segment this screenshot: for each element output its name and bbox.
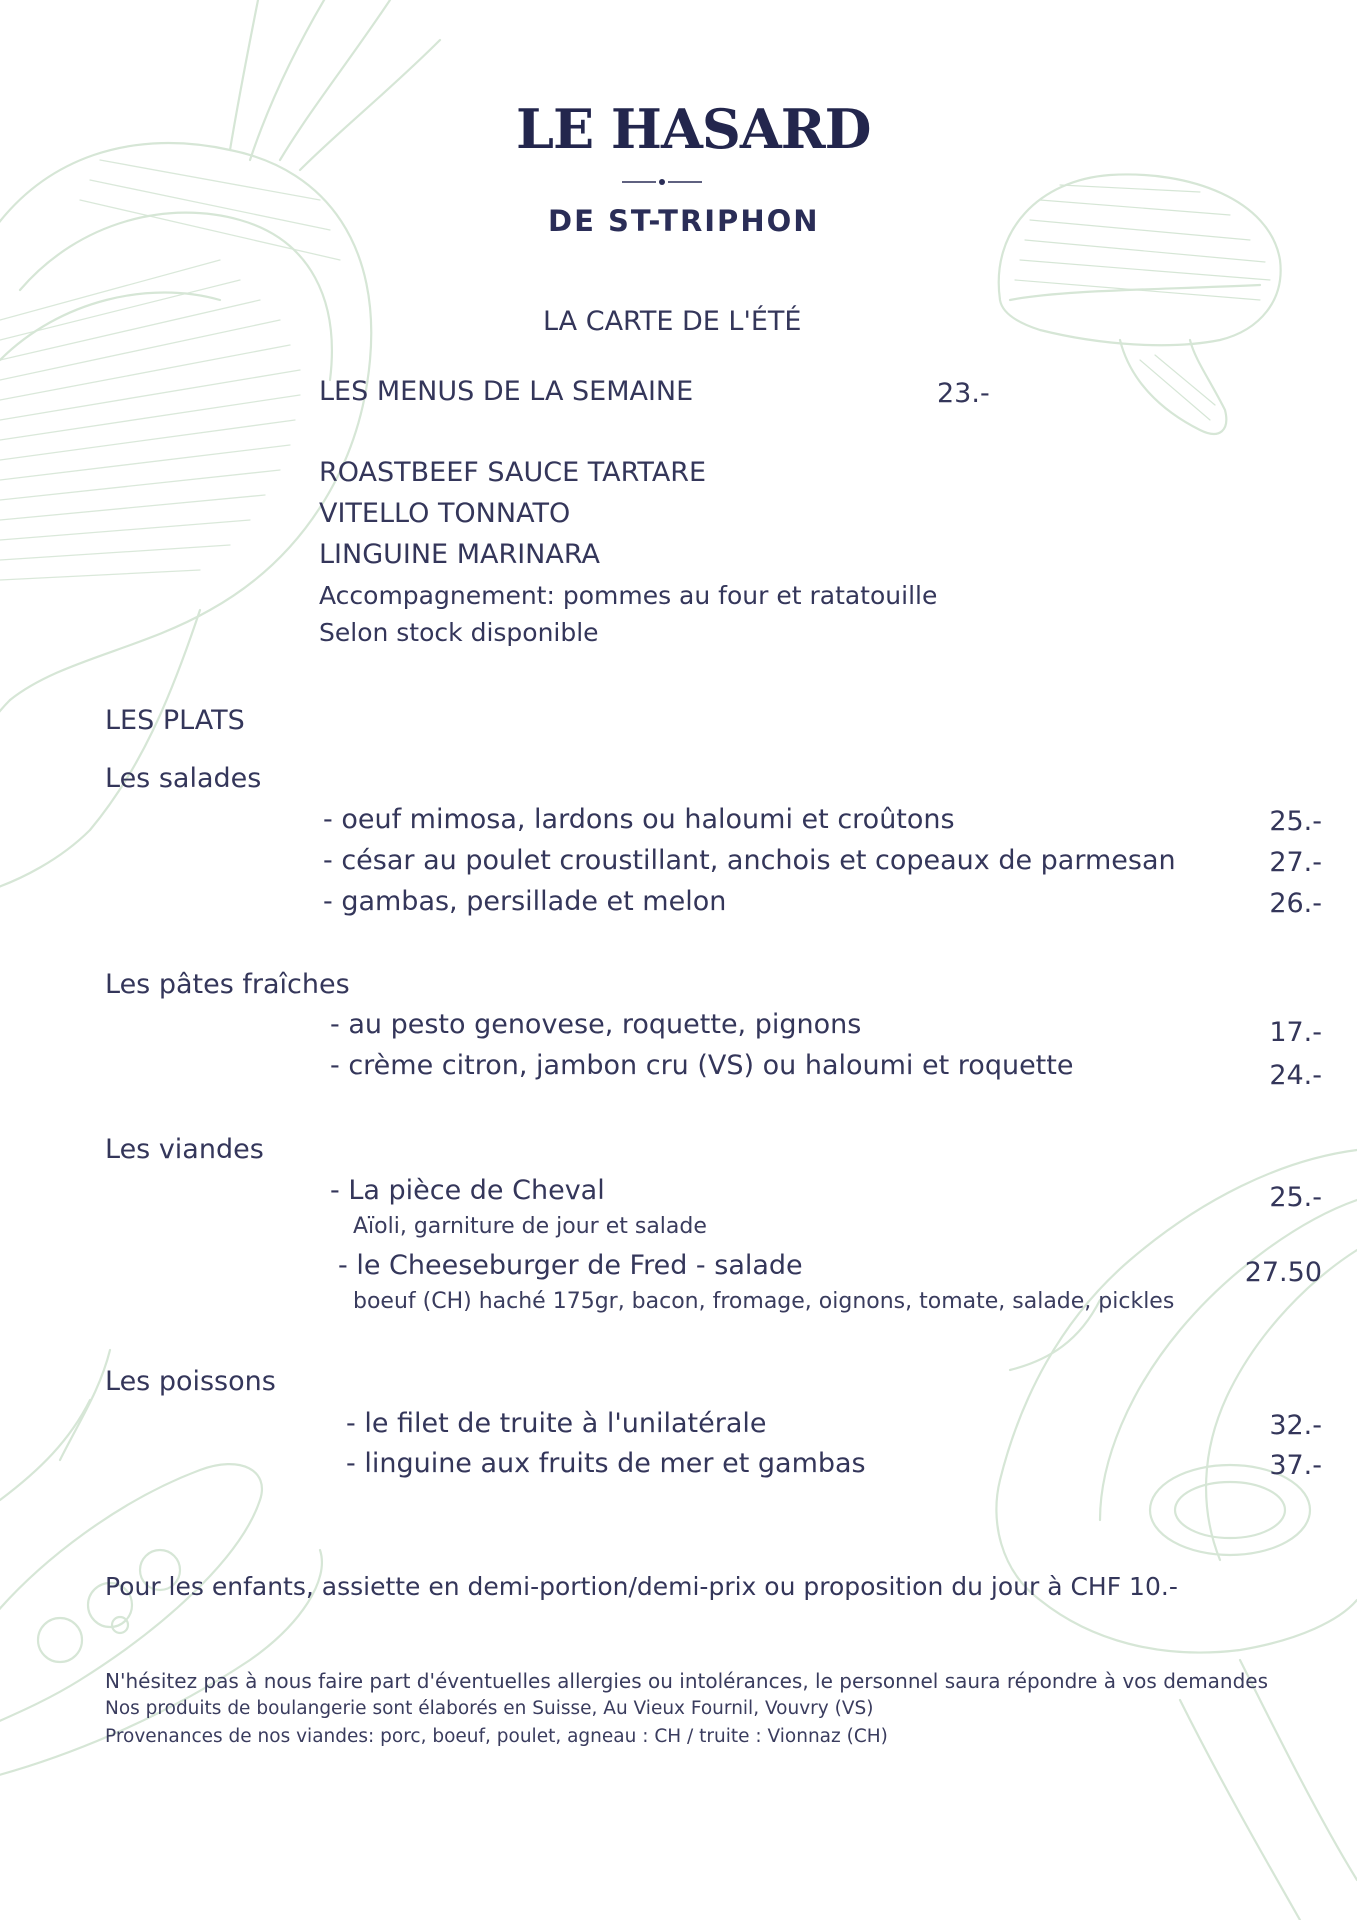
restaurant-name: LE HASARD — [516, 97, 871, 161]
weekly-item: ROASTBEEF SAUCE TARTARE — [319, 457, 707, 488]
menu-item-price: 24.- — [1269, 1060, 1322, 1091]
menu-item-name: - La pièce de Cheval — [330, 1175, 605, 1206]
card-title: LA CARTE DE L'ÉTÉ — [543, 306, 802, 337]
menu-item-detail: boeuf (CH) haché 175gr, bacon, fromage, oignons, tomate, salade, pickles — [353, 1289, 1175, 1314]
section-salades-title: Les salades — [105, 763, 262, 794]
menu-item-name: - oeuf mimosa, lardons ou haloumi et croûtons — [323, 804, 955, 835]
menu-item-price: 26.- — [1269, 888, 1322, 919]
menu-item-price: 37.- — [1269, 1450, 1322, 1481]
allergies-note: N'hésitez pas à nous faire part d'éventuelles allergies ou intolérances, le personnel saura répondre à vos demandes — [105, 1669, 1269, 1693]
menu-item-name: - au pesto genovese, roquette, pignons — [330, 1009, 862, 1040]
weekly-item: VITELLO TONNATO — [319, 498, 571, 529]
weekly-item: LINGUINE MARINARA — [319, 539, 600, 570]
menu-item-price: 32.- — [1269, 1410, 1322, 1441]
menu-item-name: - le filet de truite à l'unilatérale — [346, 1408, 767, 1439]
origins-note: Provenances de nos viandes: porc, boeuf, poulet, agneau : CH / truite : Vionnaz (CH) — [105, 1726, 888, 1747]
menu-item-name: - linguine aux fruits de mer et gambas — [346, 1448, 866, 1479]
section-viandes-title: Les viandes — [105, 1134, 264, 1165]
menu-item-price: 27.50 — [1244, 1257, 1322, 1288]
section-pates-title: Les pâtes fraîches — [105, 969, 350, 1000]
menu-item-price: 25.- — [1269, 1182, 1322, 1213]
bakery-note: Nos produits de boulangerie sont élaborés en Suisse, Au Vieux Fournil, Vouvry (VS) — [105, 1698, 874, 1719]
menu-item-name: - le Cheeseburger de Fred - salade — [338, 1250, 803, 1281]
section-poissons-title: Les poissons — [105, 1366, 276, 1397]
weekly-menu-price: 23.- — [937, 378, 990, 409]
menu-item-price: 17.- — [1269, 1017, 1322, 1048]
plats-title: LES PLATS — [105, 705, 245, 736]
weekly-menu-label: LES MENUS DE LA SEMAINE — [319, 376, 694, 407]
menu-item-price: 25.- — [1269, 806, 1322, 837]
weekly-accompaniment: Accompagnement: pommes au four et ratatouille — [319, 581, 938, 610]
menu-item-name: - crème citron, jambon cru (VS) ou haloumi et roquette — [330, 1050, 1074, 1081]
menu-item-name: - césar au poulet croustillant, anchois et copeaux de parmesan — [323, 845, 1176, 876]
restaurant-subtitle: DE ST-TRIPHON — [548, 204, 820, 238]
weekly-stock-note: Selon stock disponible — [319, 618, 599, 647]
menu-item-name: - gambas, persillade et melon — [323, 886, 727, 917]
divider-ornament-icon — [622, 176, 702, 188]
kids-note: Pour les enfants, assiette en demi-portion/demi-prix ou proposition du jour à CHF 10.- — [105, 1572, 1178, 1601]
menu-item-detail: Aïoli, garniture de jour et salade — [353, 1214, 707, 1239]
menu-item-price: 27.- — [1269, 847, 1322, 878]
